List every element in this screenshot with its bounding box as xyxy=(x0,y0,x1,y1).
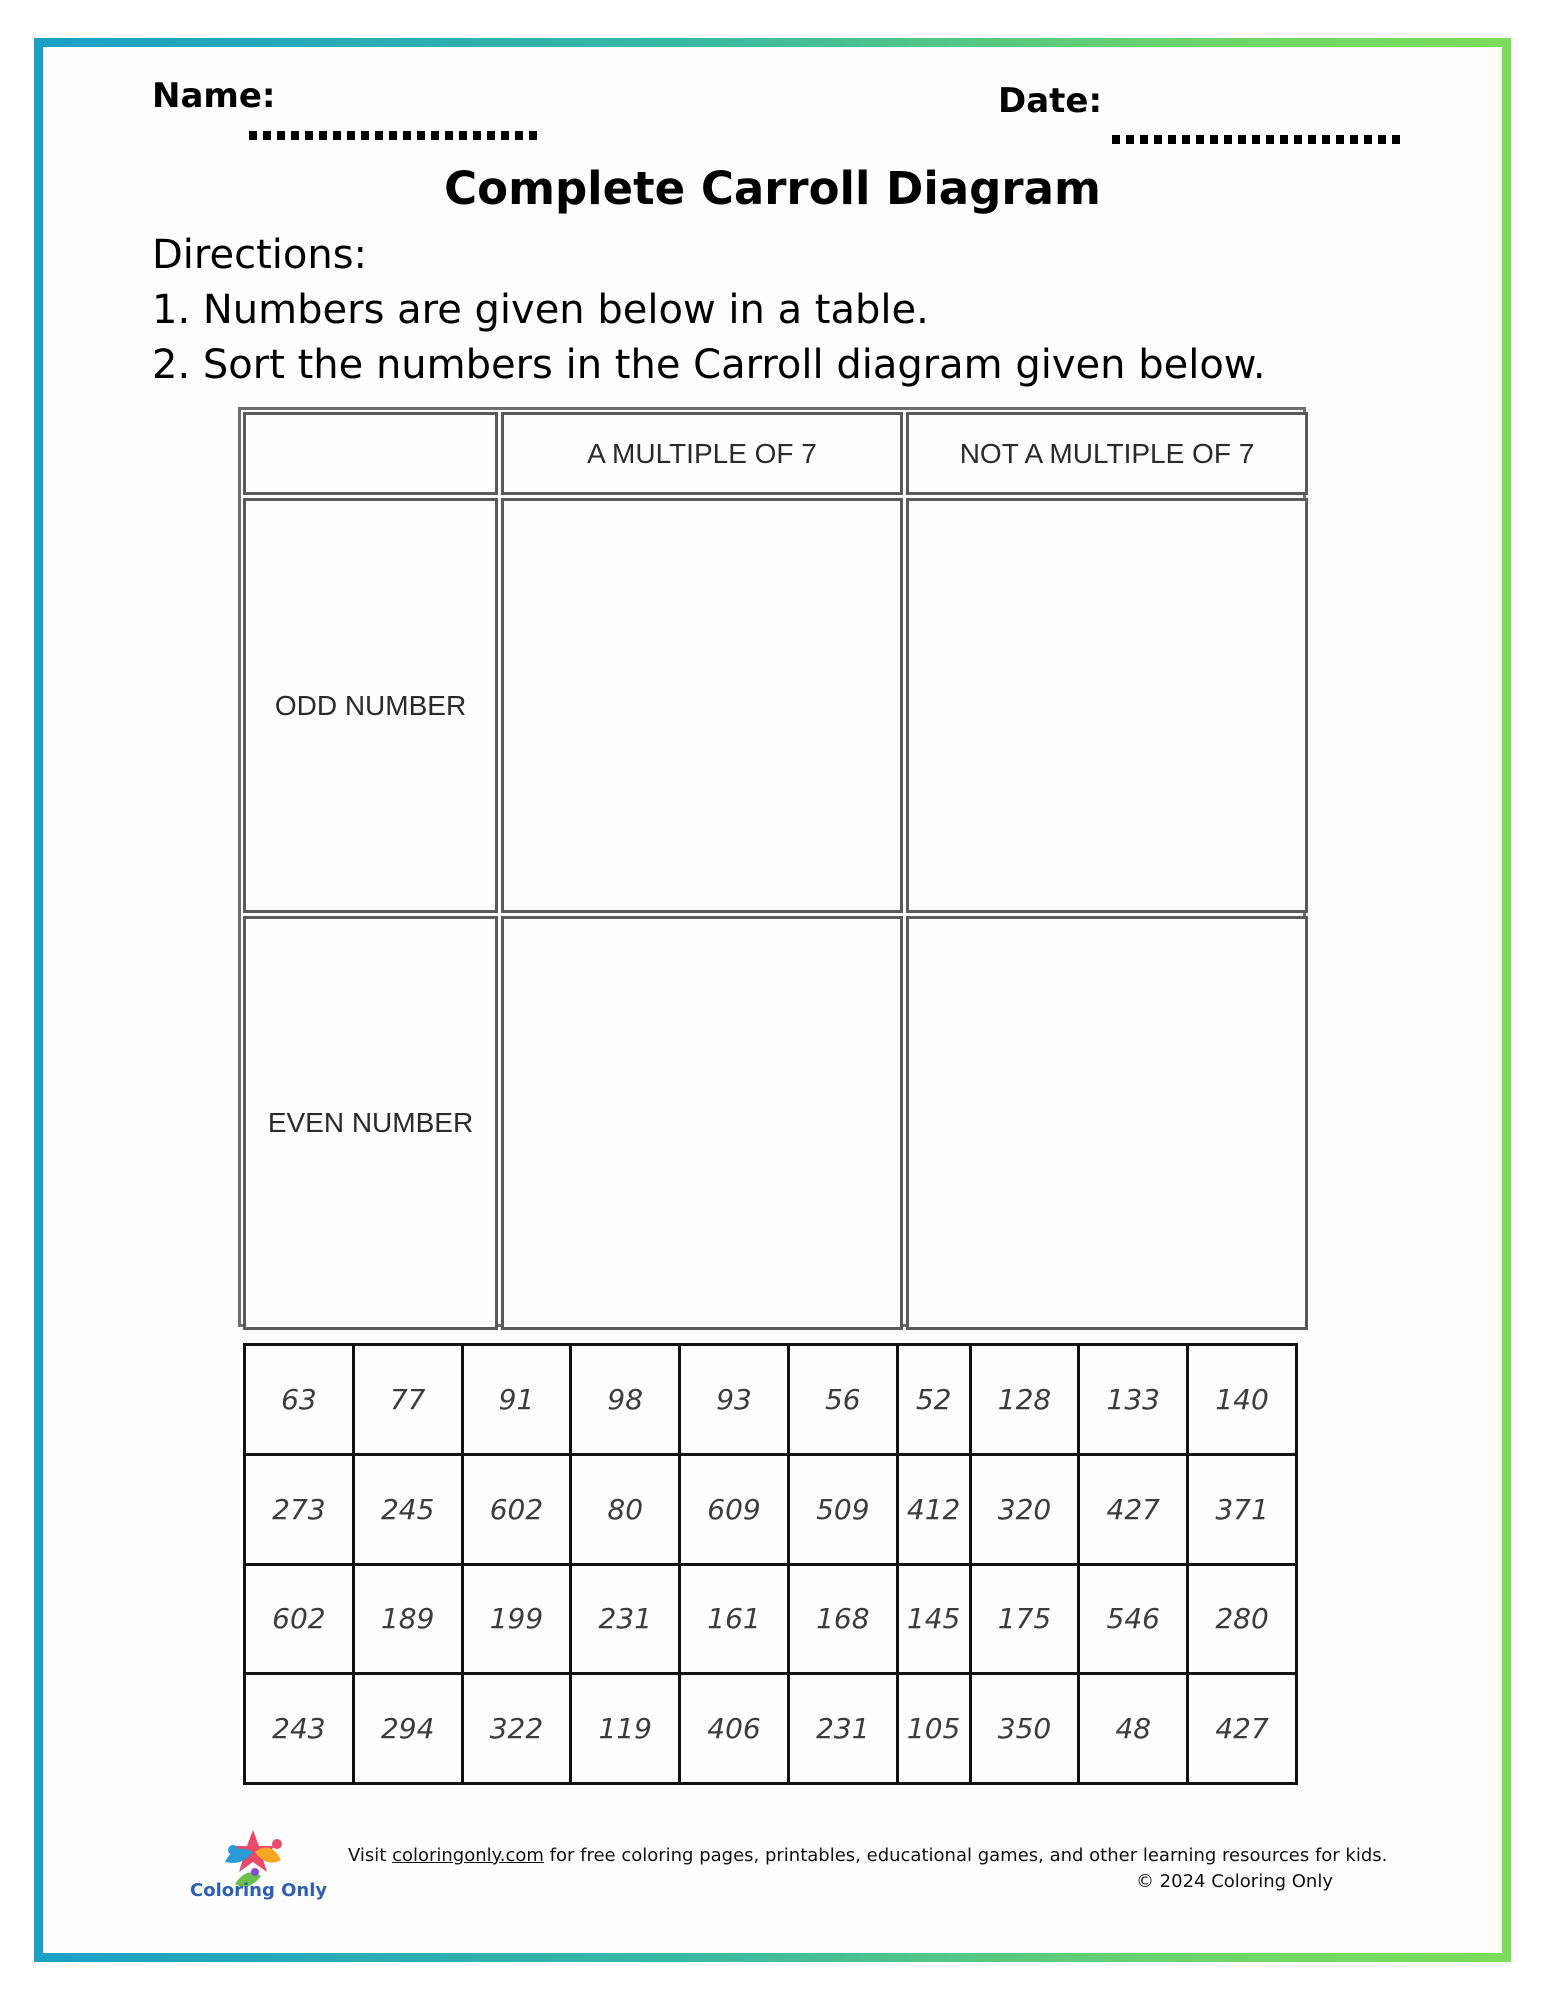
table-row xyxy=(245,1674,1297,1784)
number-cell: 412 xyxy=(897,1454,970,1564)
number-cell: 280 xyxy=(1188,1564,1297,1674)
number-cell: 133 xyxy=(1079,1345,1188,1455)
number-cell: 427 xyxy=(1188,1674,1297,1784)
table-row xyxy=(245,1454,1297,1564)
number-cell: 93 xyxy=(680,1345,789,1455)
carroll-header-not-multiple-of-7: NOT A MULTIPLE OF 7 xyxy=(906,412,1308,495)
number-cell: 322 xyxy=(462,1674,571,1784)
carroll-cell-odd-multiple[interactable] xyxy=(501,498,903,913)
footer-copyright: © 2024 Coloring Only xyxy=(1135,1871,1333,1892)
carroll-cell-odd-not-multiple[interactable] xyxy=(906,498,1308,913)
number-cell: 406 xyxy=(680,1674,789,1784)
number-cell: 128 xyxy=(970,1345,1079,1455)
number-cell: 371 xyxy=(1188,1454,1297,1564)
number-cell: 243 xyxy=(245,1674,354,1784)
number-cell: 105 xyxy=(897,1674,970,1784)
number-cell: 231 xyxy=(788,1674,897,1784)
footer-visit-text xyxy=(348,1845,1387,1866)
carroll-row-label-even: EVEN NUMBER xyxy=(243,916,498,1330)
footer-visit-suffix: for free coloring pages, printables, educational games, and other learning resources for kids. xyxy=(543,1845,1388,1866)
carroll-row-label-odd: ODD NUMBER xyxy=(243,498,498,913)
number-cell: 199 xyxy=(462,1564,571,1674)
number-cell: 609 xyxy=(680,1454,789,1564)
table-row xyxy=(245,1564,1297,1674)
number-cell: 80 xyxy=(571,1454,680,1564)
number-cell: 294 xyxy=(353,1674,462,1784)
carroll-header-multiple-of-7: A MULTIPLE OF 7 xyxy=(501,412,903,495)
number-cell: 231 xyxy=(571,1564,680,1674)
number-cell: 140 xyxy=(1188,1345,1297,1455)
name-blank-line[interactable] xyxy=(249,131,537,140)
footer-visit-prefix: Visit xyxy=(348,1845,393,1866)
number-cell: 602 xyxy=(245,1564,354,1674)
number-cell: 273 xyxy=(245,1454,354,1564)
number-cell: 77 xyxy=(353,1345,462,1455)
number-cell: 98 xyxy=(571,1345,680,1455)
number-cell: 602 xyxy=(462,1454,571,1564)
directions-heading: Directions: xyxy=(152,232,368,278)
name-label: Name: xyxy=(152,76,276,116)
carroll-diagram xyxy=(238,407,1306,1327)
number-cell: 427 xyxy=(1079,1454,1188,1564)
number-cell: 91 xyxy=(462,1345,571,1455)
number-cell: 52 xyxy=(897,1345,970,1455)
carroll-cell-even-not-multiple[interactable] xyxy=(906,916,1308,1330)
carroll-corner-cell xyxy=(243,412,498,495)
number-cell: 119 xyxy=(571,1674,680,1784)
numbers-table xyxy=(243,1343,1298,1785)
logo-text: Coloring Only xyxy=(190,1880,328,1901)
number-cell: 245 xyxy=(353,1454,462,1564)
number-cell: 546 xyxy=(1079,1564,1188,1674)
footer-site-link[interactable]: coloringonly.com xyxy=(392,1845,544,1866)
date-blank-line[interactable] xyxy=(1112,135,1402,144)
number-cell: 63 xyxy=(245,1345,354,1455)
number-cell: 145 xyxy=(897,1564,970,1674)
date-label: Date: xyxy=(998,81,1103,121)
number-cell: 350 xyxy=(970,1674,1079,1784)
table-row xyxy=(245,1345,1297,1455)
number-cell: 56 xyxy=(788,1345,897,1455)
direction-step-1: 1. Numbers are given below in a table. xyxy=(152,287,929,333)
number-cell: 48 xyxy=(1079,1674,1188,1784)
page-title: Complete Carroll Diagram xyxy=(444,162,1101,215)
number-cell: 161 xyxy=(680,1564,789,1674)
number-cell: 189 xyxy=(353,1564,462,1674)
directions xyxy=(152,228,1266,393)
carroll-cell-even-multiple[interactable] xyxy=(501,916,903,1330)
number-cell: 509 xyxy=(788,1454,897,1564)
number-cell: 320 xyxy=(970,1454,1079,1564)
number-cell: 175 xyxy=(970,1564,1079,1674)
number-cell: 168 xyxy=(788,1564,897,1674)
direction-step-2: 2. Sort the numbers in the Carroll diagram given below. xyxy=(152,342,1266,388)
